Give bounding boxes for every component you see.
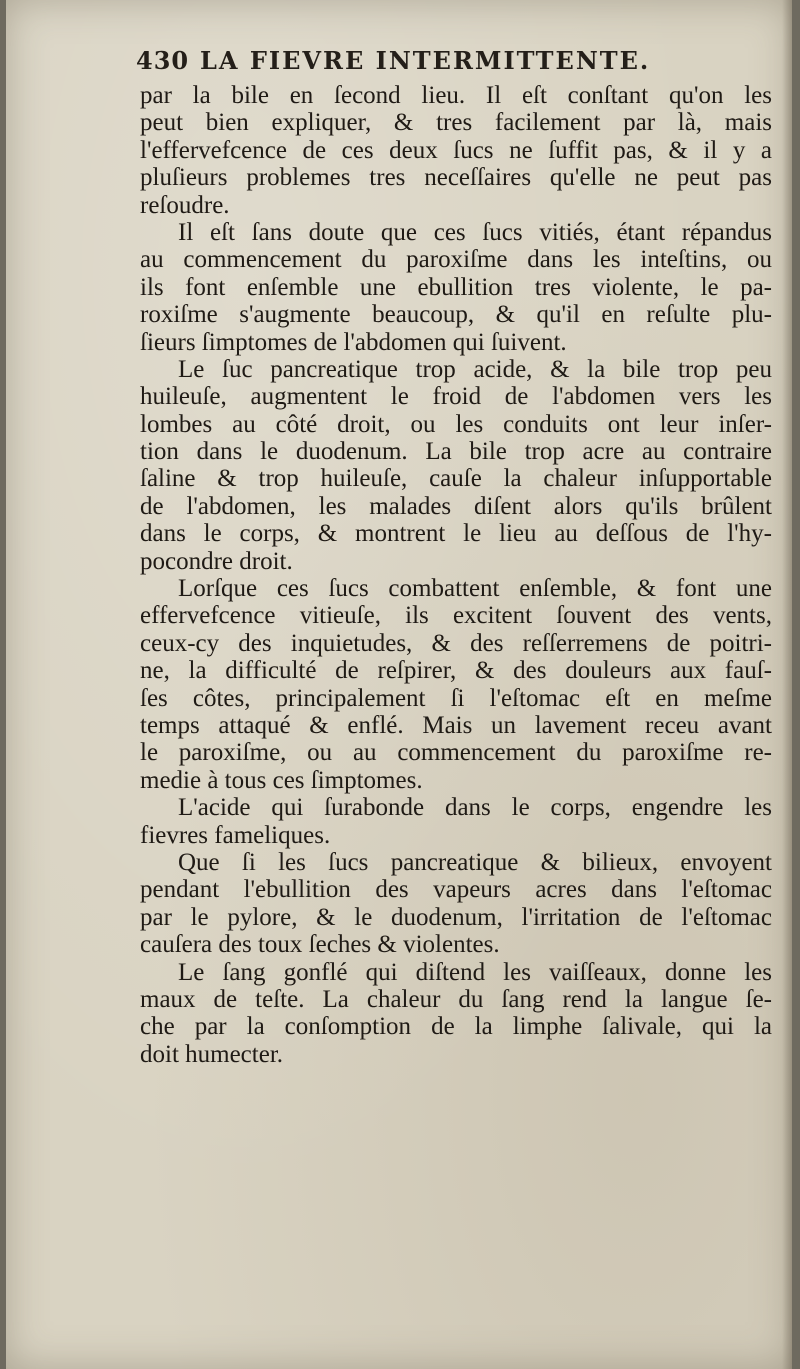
page-edge-shadow <box>782 0 792 1369</box>
text-line: ils font enſemble une ebullition tres violente, le pa- <box>140 273 772 301</box>
paragraph <box>140 849 772 959</box>
text-line: au commencement du paroxiſme dans les inteſtins, ou <box>140 246 772 274</box>
text-line: Il eſt ſans doute que ces ſucs vitiés, étant répandus <box>178 218 772 246</box>
text-line: pluſieurs problemes tres neceſſaires qu'elle ne peut pas <box>140 164 772 192</box>
text-line: maux de teſte. La chaleur du ſang rend la langue ſe- <box>140 985 772 1013</box>
paragraph <box>140 82 772 219</box>
text-line: dans le corps, & montrent le lieu au deſſous de l'hy- <box>140 520 772 548</box>
text-line: ſes côtes, principalement ſi l'eſtomac eſt en meſme <box>140 684 772 712</box>
paragraph <box>140 356 772 575</box>
text-line: medie à tous ces ſimptomes. <box>140 766 423 794</box>
book-page <box>6 0 792 1369</box>
text-line: tion dans le duodenum. La bile trop acre au contraire <box>140 438 772 466</box>
text-line: effervefcence vitieuſe, ils excitent ſouvent des vents, <box>140 602 772 630</box>
text-line: lombes au côté droit, ou les conduits ont leur inſer- <box>140 410 772 438</box>
text-line: doit humecter. <box>140 1040 284 1068</box>
text-line: le paroxiſme, ou au commencement du paroxiſme re- <box>140 739 772 767</box>
text-line: ne, la difficulté de reſpirer, & des douleurs aux fauſ- <box>140 657 772 685</box>
text-line: pendant l'ebullition des vapeurs acres dans l'eſtomac <box>140 876 772 904</box>
paragraph <box>140 959 772 1069</box>
paragraph <box>140 219 772 356</box>
text-line: par le pylore, & le duodenum, l'irritation de l'eſtomac <box>140 903 772 931</box>
text-line: ceux-cy des inquietudes, & des reſſerremens de poitri- <box>140 629 772 657</box>
text-line: huileuſe, augmentent le froid de l'abdomen vers les <box>140 383 772 411</box>
text-line: l'effervefcence de ces deux ſucs ne ſuffit pas, & il y a <box>140 136 772 164</box>
body-text <box>140 82 772 1068</box>
text-line: che par la conſomption de la limphe ſalivale, qui la <box>140 1013 772 1041</box>
running-title: LA FIEVRE INTERMITTENTE. <box>200 46 651 75</box>
page-header <box>136 46 776 86</box>
text-line: fievres fameliques. <box>140 821 331 849</box>
text-line: Le ſuc pancreatique trop acide, & la bile trop peu <box>178 355 772 383</box>
text-line: ſieurs ſimptomes de l'abdomen qui ſuivent. <box>140 328 567 356</box>
text-line: cauſera des toux ſeches & violentes. <box>140 931 500 959</box>
text-line: peut bien expliquer, & tres facilement par là, mais <box>140 109 772 137</box>
page-number: 430 <box>136 46 190 75</box>
text-line: ſaline & trop huileuſe, cauſe la chaleur inſupportable <box>140 465 772 493</box>
text-line: roxiſme s'augmente beaucoup, & qu'il en reſulte plu- <box>140 301 772 329</box>
paragraph <box>140 575 772 794</box>
text-line: Le ſang gonflé qui diſtend les vaiſſeaux, donne les <box>178 958 772 986</box>
text-line: Que ſi les ſucs pancreatique & bilieux, envoyent <box>178 848 772 876</box>
text-line: L'acide qui ſurabonde dans le corps, engendre les <box>178 794 772 822</box>
paragraph <box>140 794 772 849</box>
text-line: pocondre droit. <box>140 547 293 575</box>
text-line: Lorſque ces ſucs combattent enſemble, & font une <box>178 575 772 603</box>
text-line: reſoudre. <box>140 191 230 219</box>
text-line: temps attaqué & enflé. Mais un lavement receu avant <box>140 711 772 739</box>
text-line: de l'abdomen, les malades diſent alors qu'ils brûlent <box>140 492 772 520</box>
text-line: par la bile en ſecond lieu. Il eſt conſtant qu'on les <box>140 82 772 109</box>
